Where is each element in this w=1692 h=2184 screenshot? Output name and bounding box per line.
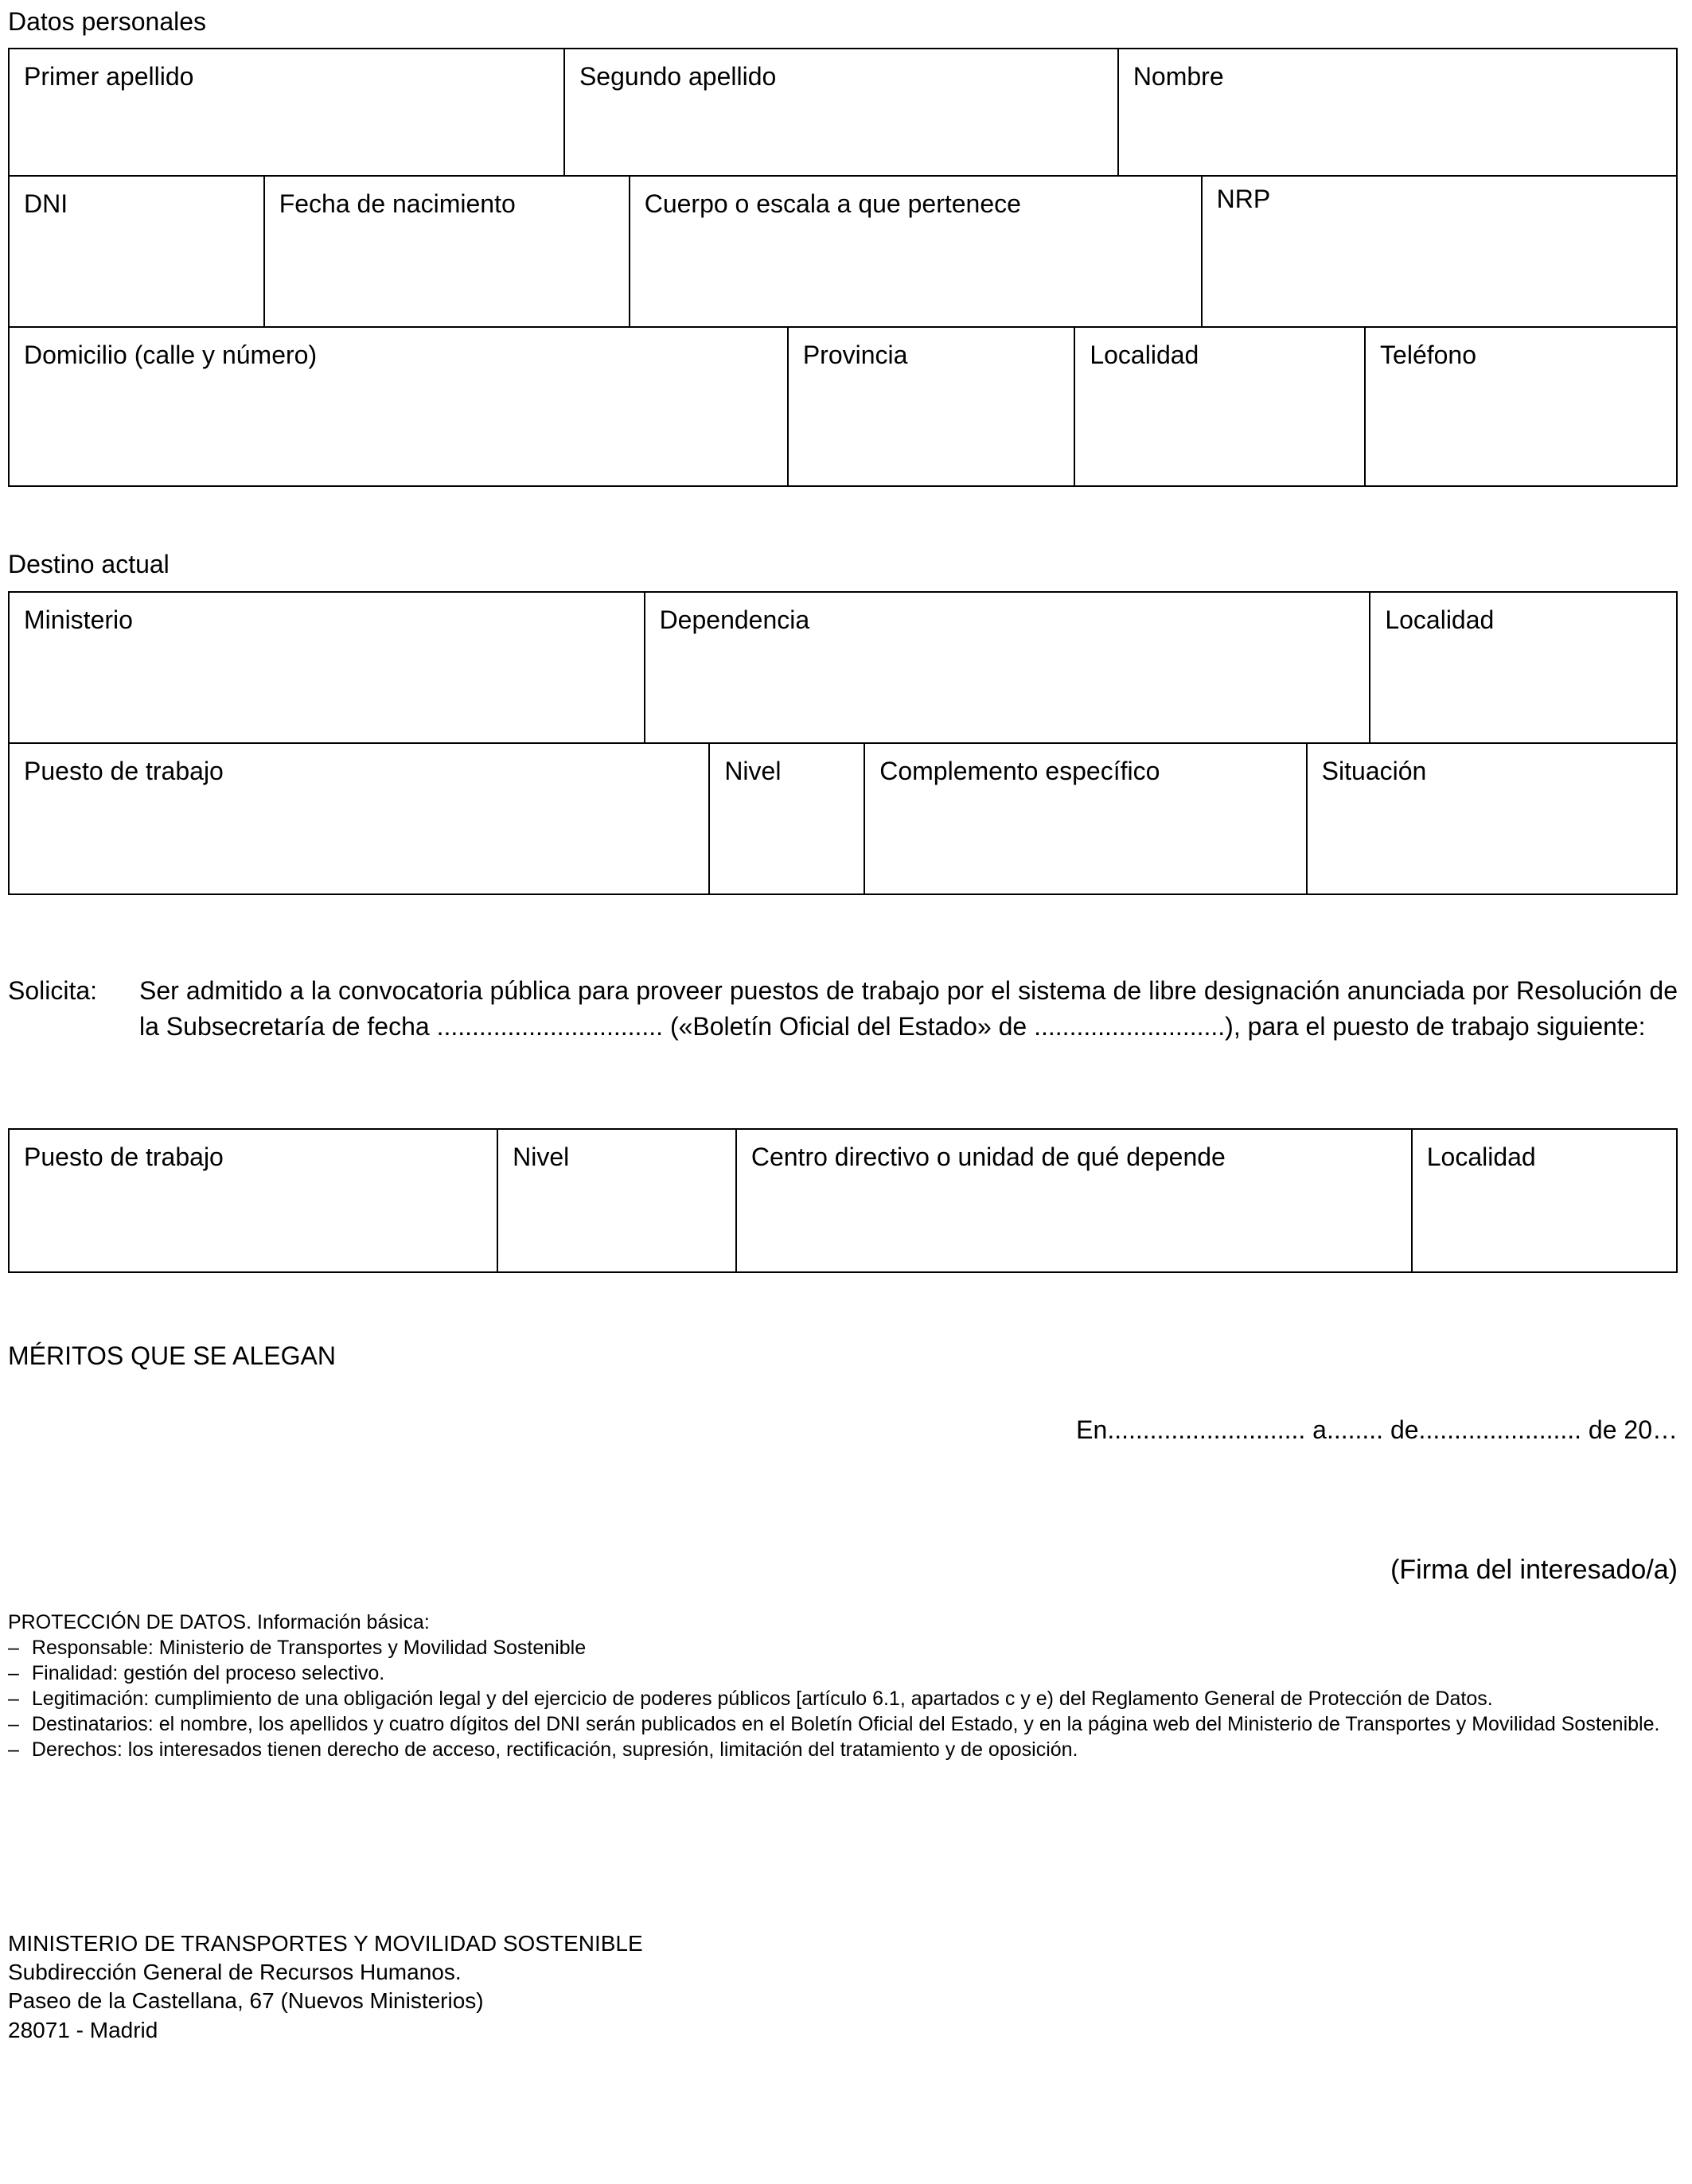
field-solicitado-puesto-trabajo[interactable] xyxy=(9,1129,497,1272)
section-title-datos-personales: Datos personales xyxy=(8,7,207,36)
request-label: Solicita: xyxy=(8,975,98,1005)
field-nrp-label: NRP xyxy=(1216,185,1271,214)
section-title-destino-actual: Destino actual xyxy=(8,550,170,579)
footer-ministry-line: MINISTERIO DE TRANSPORTES Y MOVILIDAD SOSTENIBLE xyxy=(8,1930,643,1956)
field-situacion[interactable] xyxy=(1307,743,1677,894)
field-fecha-nacimiento[interactable] xyxy=(264,176,630,327)
field-ministerio-label: Ministerio xyxy=(24,605,133,634)
field-situacion-label: Situación xyxy=(1321,756,1427,785)
footer-postal-line: 28071 - Madrid xyxy=(8,2017,158,2042)
position-table xyxy=(8,1128,1678,1273)
footer-street-line: Paseo de la Castellana, 67 (Nuevos Ministerios) xyxy=(8,1988,484,2014)
dash-marker: – xyxy=(8,1738,19,1761)
dash-marker: – xyxy=(8,1661,19,1684)
field-nivel[interactable] xyxy=(709,743,864,894)
signature-line: (Firma del interesado/a) xyxy=(1390,1554,1678,1585)
data-protection-item-legitimacion xyxy=(8,1686,1678,1711)
data-protection-item-text: Legitimación: cumplimiento de una obligación legal y del ejercicio de poderes públicos [artículo 6.1, apartados c y e) del Reglamento General de Protección de Datos. xyxy=(31,1687,1493,1710)
field-solicitado-nivel[interactable] xyxy=(497,1129,736,1272)
footer-subdirectorate-line: Subdirección General de Recursos Humanos. xyxy=(8,1960,462,1985)
data-protection-item-text: Destinatarios: el nombre, los apellidos y cuatro dígitos del DNI serán publicados en el Boletín Oficial del Estado, y en la página web del Ministerio de Transportes y Movilidad Sostenible. xyxy=(31,1712,1660,1735)
destination-table-row-2 xyxy=(8,742,1678,895)
personal-table-row-1 xyxy=(8,48,1678,177)
field-fecha-nacimiento-label: Fecha de nacimiento xyxy=(279,189,516,219)
field-destino-localidad[interactable] xyxy=(1370,592,1677,743)
data-protection-item-text: Responsable: Ministerio de Transportes y Movilidad Sostenible xyxy=(31,1636,587,1659)
data-protection-item-derechos xyxy=(8,1737,1678,1762)
data-protection-item-destinatarios xyxy=(8,1711,1678,1737)
field-solicitado-localidad[interactable] xyxy=(1412,1129,1677,1272)
field-nombre[interactable] xyxy=(1118,49,1677,176)
field-cuerpo-escala[interactable] xyxy=(630,176,1202,327)
data-protection-item-finalidad xyxy=(8,1660,1678,1686)
field-primer-apellido[interactable] xyxy=(9,49,564,176)
field-primer-apellido-label: Primer apellido xyxy=(24,62,194,91)
field-centro-directivo[interactable] xyxy=(736,1129,1412,1272)
destination-table-row-1 xyxy=(8,591,1678,744)
request-text: Ser admitido a la convocatoria pública para proveer puestos de trabajo por el sistema de libre designación anunciada por Resolución de la Subsecretaría de fecha ................................ («Boletín Oficial del Estado» de ...........................), para el puesto de trabajo siguiente: xyxy=(139,975,1678,1041)
data-protection-block xyxy=(8,1610,1678,1762)
field-puesto-trabajo[interactable] xyxy=(9,743,709,894)
field-destino-localidad-label: Localidad xyxy=(1385,605,1495,634)
field-telefono-label: Teléfono xyxy=(1380,341,1477,370)
merits-title: MÉRITOS QUE SE ALEGAN xyxy=(8,1341,336,1370)
data-protection-item-text: Finalidad: gestión del proceso selectivo. xyxy=(31,1661,385,1684)
data-protection-item-text: Derechos: los interesados tienen derecho de acceso, rectificación, supresión, limitación del tratamiento y de oposición. xyxy=(31,1738,1078,1761)
field-domicilio[interactable] xyxy=(9,327,788,486)
field-segundo-apellido-label: Segundo apellido xyxy=(579,62,777,91)
field-complemento-especifico-label: Complemento específico xyxy=(879,756,1160,785)
dash-marker: – xyxy=(8,1712,19,1735)
field-dependencia-label: Dependencia xyxy=(659,605,810,634)
data-protection-item-responsable xyxy=(8,1635,1678,1660)
field-ministerio[interactable] xyxy=(9,592,645,743)
field-dni[interactable] xyxy=(9,176,264,327)
field-localidad[interactable] xyxy=(1074,327,1365,486)
field-dni-label: DNI xyxy=(24,189,68,219)
field-centro-directivo-label: Centro directivo o unidad de qué depende xyxy=(750,1142,1226,1171)
field-telefono[interactable] xyxy=(1365,327,1677,486)
field-segundo-apellido[interactable] xyxy=(564,49,1118,176)
data-protection-title: PROTECCIÓN DE DATOS. Información básica: xyxy=(8,1610,430,1633)
personal-table-row-3 xyxy=(8,326,1678,487)
field-cuerpo-escala-label: Cuerpo o escala a que pertenece xyxy=(644,189,1021,219)
field-dependencia[interactable] xyxy=(645,592,1370,743)
field-complemento-especifico[interactable] xyxy=(864,743,1306,894)
date-line: En............................ a........ de....................... de 20… xyxy=(1076,1415,1678,1444)
dash-marker: – xyxy=(8,1636,19,1659)
footer-address-block xyxy=(8,1929,1678,2046)
field-solicitado-puesto-trabajo-label: Puesto de trabajo xyxy=(24,1142,224,1171)
field-provincia[interactable] xyxy=(788,327,1075,486)
request-paragraph xyxy=(8,973,1678,1045)
field-nombre-label: Nombre xyxy=(1133,62,1224,91)
field-nivel-label: Nivel xyxy=(724,756,782,785)
form-page xyxy=(8,6,1678,2045)
personal-table-row-2 xyxy=(8,175,1678,328)
field-nrp[interactable] xyxy=(1202,176,1677,327)
field-domicilio-label: Domicilio (calle y número) xyxy=(24,341,318,370)
dash-marker: – xyxy=(8,1687,19,1710)
field-solicitado-localidad-label: Localidad xyxy=(1426,1142,1536,1171)
field-puesto-trabajo-label: Puesto de trabajo xyxy=(24,756,224,785)
field-localidad-label: Localidad xyxy=(1090,341,1199,370)
field-solicitado-nivel-label: Nivel xyxy=(513,1142,570,1171)
field-provincia-label: Provincia xyxy=(802,341,908,370)
